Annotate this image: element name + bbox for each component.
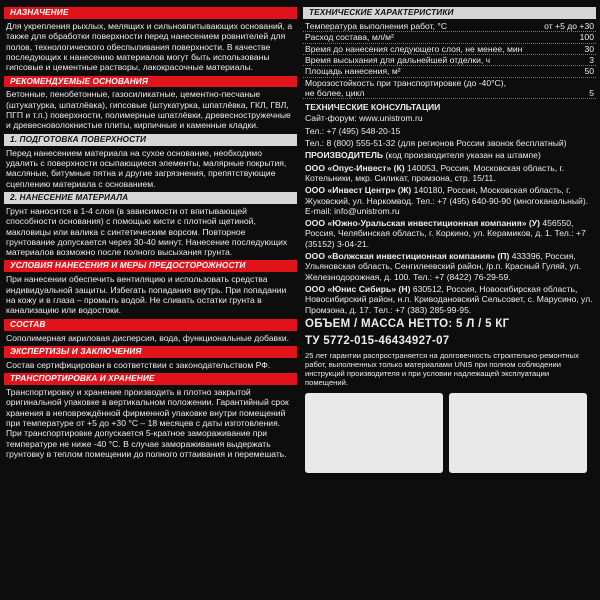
transport-header: ТРАНСПОРТИРОВКА И ХРАНЕНИЕ (4, 373, 297, 385)
tech-row-value: 50 (584, 66, 594, 77)
producer-label: ПРОИЗВОДИТЕЛЬ (305, 150, 384, 161)
tech-row (303, 66, 596, 77)
company-address: 433396, Россия, Ульяновская область, Сенгилеевский район, /р.п. Красный Гуляй, ул. Железнодорожная, д. 100. Тел.: +7 (8422) 76-29-59. (305, 251, 581, 282)
company-address: 140053, Россия, Московская область, г. Котельники, мкр. Силикат, промзона, стр. 15/11. (305, 162, 565, 183)
tech-row (303, 78, 596, 88)
stamp-box-left (305, 393, 443, 473)
company-entry (303, 185, 596, 216)
tech-row-label: Площадь нанесения, м² (305, 66, 401, 77)
company-address: 630512, Россия, Новосибирская область, Новосибирский район, н.п. Криводановский Сельсовет, с. Марусино, ул. Промзона, д. 17. Тел.: +7 (383) 285-99-95. (305, 284, 593, 315)
company-entry (303, 284, 596, 315)
safety-text: При нанесении обеспечить вентиляцию и использовать средства индивидуальной защиты. Избегать попадания внутрь. При попадании на кожу и в глаза – промыть водой. Не сливать остатки грунта в канализацию или водостоки. (6, 274, 287, 316)
consult-line: Сайт-форум: www.unistrom.ru (305, 113, 423, 124)
step1-header: 1. ПОДГОТОВКА ПОВЕРХНОСТИ (4, 134, 297, 146)
producer-line (303, 150, 596, 160)
tech-row-label: Время высыхания для дальнейшей отделки, ч (305, 54, 491, 65)
safety-header: УСЛОВИЯ НАНЕСЕНИЯ И МЕРЫ ПРЕДОСТОРОЖНОСТИ (4, 260, 297, 272)
stamp-area (303, 393, 596, 473)
company-name: ООО «Опус-Инвест» (К) (305, 162, 405, 173)
purpose-text: Для укрепления рыхлых, мелящих и сильновпитывающих оснований, а также для обработки поверхности перед нанесением ровнителей для полов, технологического обеспыливания поверхности. В качестве последующих к нанесению материалов могут быть использованы гипсовые и цементные растворы, лакокрасочные материалы. (6, 20, 293, 73)
tech-row (303, 21, 596, 32)
tech-row-value: 5 (589, 87, 594, 98)
tech-row-value: 30 (584, 43, 594, 54)
tech-row-label: Температура выполнения работ, °C (305, 20, 448, 31)
tech-row (303, 88, 596, 99)
tech-row-label: Расход состава, мл/м² (305, 32, 394, 43)
volume-text: ОБЪЕМ / МАССА НЕТТО: 5 Л / 5 КГ (305, 317, 510, 330)
step1-text: Перед нанесением материала на сухое основание, необходимо удалить с поверхности осыпающиеся элементы, малярные покрытия, масляные, битумные пятна и другие загрязнения, препятствующие сцеплению материала с основанием. (6, 147, 287, 189)
tech-row (303, 55, 596, 66)
stamp-box-right (449, 393, 587, 473)
company-entry (303, 163, 596, 184)
composition-header: СОСТАВ (4, 319, 297, 331)
tech-row (303, 32, 596, 43)
tech-row (303, 44, 596, 55)
company-address: 140180, Россия, Московская область, г. Жуковский, ул. Наркомвод. Тел.: +7 (495) 640-90-90 (многоканальный). E-mail: info@unistrom.ru (305, 185, 589, 216)
company-name: ООО «Южно-Уральская инвестиционная компания» (У) (305, 218, 540, 229)
tech-row-value: 100 (579, 32, 594, 43)
company-entry (303, 218, 596, 249)
bases-text: Бетонные, пенобетонные, газосиликатные, цементно-песчаные (штукатурка, шпатлёвка), гипсовые (штукатурка, шпатлёвка, ГКЛ, ГВЛ, ПГП и т.п.) поверхности, полимерные шпатлёвки, древесностружечные и древесноволокнистые плиты, кирпичные и каменные кладки. (6, 89, 291, 131)
tech-table (303, 21, 596, 99)
producer-note: (код производителя указан на штампе) (383, 150, 541, 161)
company-address: 456550, Россия, Челябинская область, г. Коркино, ул. Керамиков, д. 1. Тел.: +7 (35152) 3-04-21. (305, 218, 586, 249)
transport-text: Транспортировку и хранение производить в плотно закрытой оригинальной упаковке в вертикальном положении. Гарантийный срок хранения в неповреждённой фирменной упаковке внутри помещений при температуре от +5 до +30 °C – 18 месяцев с даты изготовления. При транспортировке допускается 5-кратное замораживание при температуре не ниже -40 °C. В случае замораживания выдержать грунтовку в теплом помещении до полного оттаивания и перемешать. (6, 387, 289, 459)
expertise-header: ЭКСПЕРТИЗЫ И ЗАКЛЮЧЕНИЯ (4, 346, 297, 358)
expertise-text: Состав сертифицирован в соответствии с законодательством РФ. (6, 359, 271, 370)
left-column (4, 4, 297, 461)
company-name: ООО «Инвест Центр» (Ж) (305, 185, 412, 196)
tech-row-label: Время до нанесения следующего слоя, не менее, мин (305, 43, 523, 54)
consult-line: Тел.: +7 (495) 548-20-15 (305, 125, 401, 136)
tech-row-value: от +5 до +30 (544, 20, 594, 31)
purpose-header: НАЗНАЧЕНИЕ (4, 7, 297, 19)
tech-row-label: Морозостойкость при транспортировке (до -40°C), (305, 77, 506, 88)
tech-row-value: 3 (589, 54, 594, 65)
company-entry (303, 251, 596, 282)
company-name: ООО «Юнис Сибирь» (Н) (305, 284, 411, 295)
composition-text: Сополимерная акриловая дисперсия, вода, функциональные добавки. (6, 332, 290, 343)
warranty-text: 25 лет гарантии распространяется на долговечность строительно-ремонтных работ, выполненных только материалами UNIS при полном соблюдении инструкций производителя и при условии надлежащей эксплуатации помещений. (305, 350, 579, 387)
tech-row-label: не более, цикл (305, 87, 365, 98)
step2-header: 2. НАНЕСЕНИЕ МАТЕРИАЛА (4, 192, 297, 204)
company-name: ООО «Волжская инвестиционная компания» (П) (305, 251, 510, 262)
consult-header: ТЕХНИЧЕСКИЕ КОНСУЛЬТАЦИИ (305, 102, 441, 113)
tu-text: ТУ 5772-015-46434927-07 (305, 334, 450, 347)
step2-text: Грунт наносится в 1-4 слоя (в зависимости от впитывающей способности основания) с помощью кисти с плотной щетиной, макловицы или валика с синтетическим ворсом. Повторное грунтование допускается через 30-40 минут. Нанесение последующих материалов возможно после полного высыхания грунта. (6, 205, 288, 258)
tech-header: ТЕХНИЧЕСКИЕ ХАРАКТЕРИСТИКИ (303, 7, 596, 19)
right-column (303, 4, 596, 473)
bases-header: РЕКОМЕНДУЕМЫЕ ОСНОВАНИЯ (4, 76, 297, 88)
consult-line: Тел.: 8 (800) 555-51-32 (для регионов России звонок бесплатный) (305, 137, 567, 148)
